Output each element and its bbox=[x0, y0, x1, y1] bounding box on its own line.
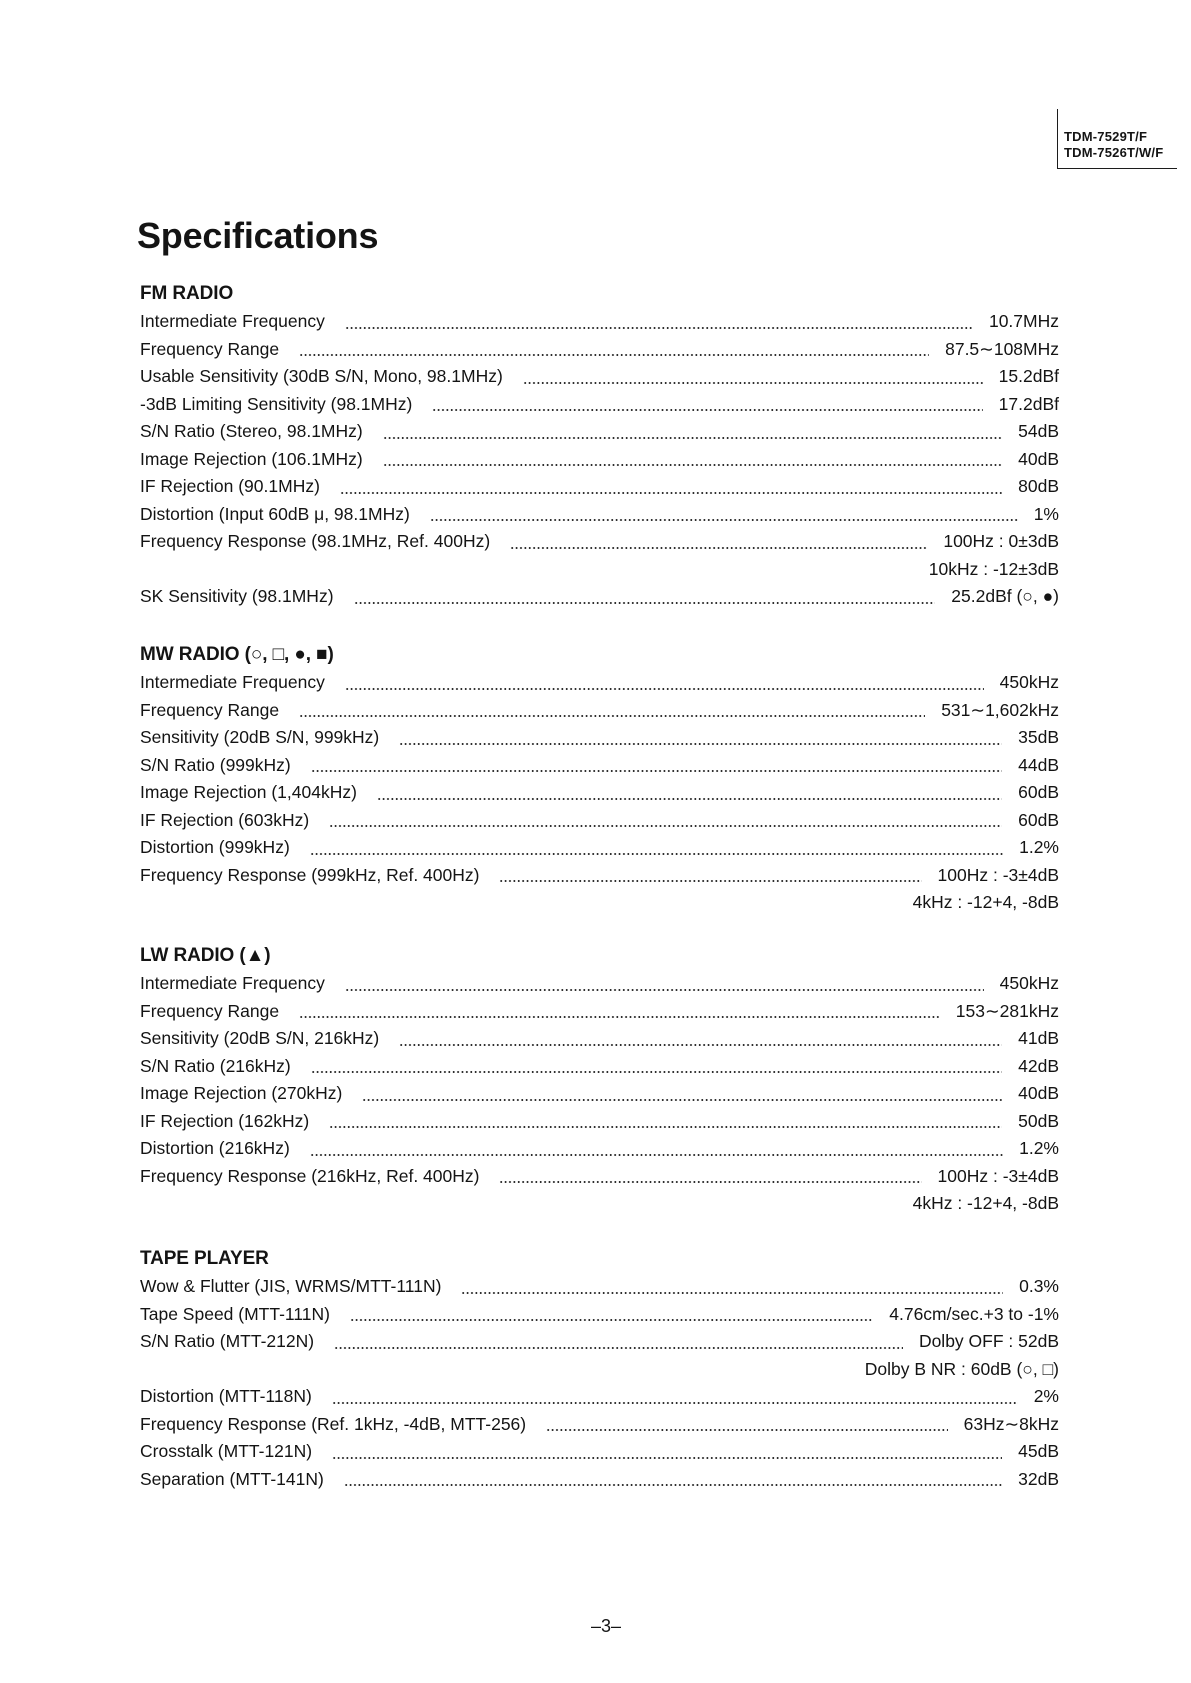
spec-row bbox=[140, 1383, 1059, 1411]
spec-row bbox=[140, 834, 1059, 862]
spec-label: Frequency Response (Ref. 1kHz, -4dB, MTT-256) bbox=[140, 1413, 527, 1434]
spec-label: Frequency Response (216kHz, Ref. 400Hz) bbox=[140, 1165, 480, 1186]
spec-value: 42dB bbox=[1018, 1055, 1059, 1076]
spec-label: Image Rejection (1,404kHz) bbox=[140, 782, 357, 802]
section-heading: MW RADIO (○, □, ●, ■) bbox=[140, 644, 334, 665]
spec-label: Frequency Range bbox=[140, 338, 280, 359]
dot-leader bbox=[499, 880, 921, 882]
spec-label: Intermediate Frequency bbox=[140, 311, 325, 331]
section-tape-player bbox=[140, 1245, 1059, 1493]
section-heading: LW RADIO (▲) bbox=[140, 945, 271, 966]
spec-label: Intermediate Frequency bbox=[140, 973, 325, 993]
spec-row-continuation bbox=[140, 889, 1059, 917]
spec-row bbox=[140, 779, 1059, 807]
spec-value: 40dB bbox=[1018, 1083, 1059, 1103]
spec-value: 60dB bbox=[1018, 782, 1059, 802]
dot-leader bbox=[329, 825, 1002, 827]
section-mw-radio bbox=[140, 641, 1059, 917]
spec-row bbox=[140, 1438, 1059, 1466]
dot-leader bbox=[299, 715, 925, 717]
dot-leader bbox=[499, 1181, 921, 1183]
spec-value: 50dB bbox=[1018, 1110, 1059, 1131]
spec-value: 450kHz bbox=[999, 973, 1059, 993]
spec-row bbox=[140, 862, 1059, 890]
dot-leader bbox=[510, 547, 927, 549]
spec-label: Distortion (Input 60dB μ, 98.1MHz) bbox=[140, 503, 410, 524]
spec-label: Distortion (999kHz) bbox=[140, 837, 290, 857]
dot-leader bbox=[345, 989, 984, 991]
spec-row bbox=[140, 1053, 1059, 1081]
spec-row-continuation bbox=[140, 556, 1059, 584]
page-title: Specifications bbox=[137, 215, 379, 256]
spec-row bbox=[140, 363, 1059, 391]
spec-row bbox=[140, 1163, 1059, 1191]
spec-value: 32dB bbox=[1018, 1468, 1059, 1489]
section-lw-radio bbox=[140, 942, 1059, 1218]
spec-label: -3dB Limiting Sensitivity (98.1MHz) bbox=[140, 393, 413, 414]
spec-row bbox=[140, 308, 1059, 336]
spec-value: 25.2dBf (○, ●) bbox=[951, 586, 1059, 606]
dot-leader bbox=[383, 437, 1002, 439]
spec-label: IF Rejection (162kHz) bbox=[140, 1110, 310, 1131]
spec-label: Crosstalk (MTT-121N) bbox=[140, 1441, 313, 1461]
spec-row-continuation bbox=[140, 1190, 1059, 1218]
dot-leader bbox=[432, 409, 982, 411]
dot-leader bbox=[383, 464, 1002, 466]
spec-row bbox=[140, 418, 1059, 446]
spec-value: 35dB bbox=[1018, 727, 1059, 747]
spec-label: Wow & Flutter (JIS, WRMS/MTT-111N) bbox=[140, 1276, 442, 1296]
spec-label: Image Rejection (270kHz) bbox=[140, 1083, 343, 1103]
dot-leader bbox=[350, 1319, 873, 1321]
spec-row bbox=[140, 970, 1059, 998]
dot-leader bbox=[354, 602, 936, 604]
spec-row bbox=[140, 336, 1059, 364]
spec-row bbox=[140, 1466, 1059, 1494]
spec-label: S/N Ratio (999kHz) bbox=[140, 754, 291, 775]
spec-value: 1.2% bbox=[1019, 837, 1059, 857]
dot-leader bbox=[546, 1429, 947, 1431]
spec-label: Image Rejection (106.1MHz) bbox=[140, 448, 363, 469]
dot-leader bbox=[461, 1292, 1003, 1294]
spec-row bbox=[140, 391, 1059, 419]
spec-value: 0.3% bbox=[1019, 1276, 1059, 1296]
spec-row bbox=[140, 446, 1059, 474]
spec-label: S/N Ratio (MTT-212N) bbox=[140, 1331, 315, 1351]
spec-row bbox=[140, 807, 1059, 835]
spec-value: 531∼1,602kHz bbox=[941, 699, 1059, 720]
dot-leader bbox=[377, 798, 1002, 800]
spec-label: SK Sensitivity (98.1MHz) bbox=[140, 586, 334, 606]
spec-label: S/N Ratio (216kHz) bbox=[140, 1055, 291, 1076]
spec-row bbox=[140, 528, 1059, 556]
spec-value: 1% bbox=[1033, 503, 1059, 524]
dot-leader bbox=[362, 1099, 1002, 1101]
model-number: TDM-7526T/W/F bbox=[1064, 145, 1164, 160]
dot-leader bbox=[332, 1457, 1002, 1459]
spec-label: Intermediate Frequency bbox=[140, 672, 325, 692]
spec-value: 80dB bbox=[1018, 476, 1059, 496]
dot-leader bbox=[345, 327, 973, 329]
dot-leader bbox=[340, 492, 1002, 494]
spec-row-continuation bbox=[140, 1356, 1059, 1384]
spec-label: IF Rejection (603kHz) bbox=[140, 809, 310, 830]
spec-row bbox=[140, 1411, 1059, 1439]
spec-row bbox=[140, 473, 1059, 501]
spec-label: S/N Ratio (Stereo, 98.1MHz) bbox=[140, 421, 363, 441]
spec-row bbox=[140, 724, 1059, 752]
dot-leader bbox=[332, 1402, 1018, 1404]
spec-value: 100Hz : -3±4dB bbox=[937, 1165, 1059, 1186]
spec-value: 40dB bbox=[1018, 448, 1059, 469]
section-heading: FM RADIO bbox=[140, 283, 234, 304]
dot-leader bbox=[399, 743, 1002, 745]
spec-value: 450kHz bbox=[999, 672, 1059, 692]
dot-leader bbox=[344, 1484, 1002, 1486]
dot-leader bbox=[310, 1154, 1003, 1156]
spec-value: 63Hz∼8kHz bbox=[963, 1413, 1059, 1434]
spec-row bbox=[140, 1273, 1059, 1301]
spec-row bbox=[140, 1025, 1059, 1053]
spec-row bbox=[140, 1108, 1059, 1136]
spec-value: 10.7MHz bbox=[988, 311, 1059, 331]
spec-value: 4kHz : -12+4, -8dB bbox=[912, 892, 1059, 912]
spec-row bbox=[140, 1135, 1059, 1163]
dot-leader bbox=[299, 1016, 940, 1018]
spec-value: 100Hz : -3±4dB bbox=[937, 864, 1059, 885]
spec-row bbox=[140, 752, 1059, 780]
section-heading: TAPE PLAYER bbox=[140, 1248, 269, 1269]
spec-label: Usable Sensitivity (30dB S/N, Mono, 98.1MHz) bbox=[140, 366, 503, 386]
spec-label: IF Rejection (90.1MHz) bbox=[140, 476, 320, 496]
spec-value: 100Hz : 0±3dB bbox=[943, 531, 1059, 551]
dot-leader bbox=[311, 1071, 1002, 1073]
spec-label: Frequency Range bbox=[140, 699, 280, 720]
spec-label: Frequency Range bbox=[140, 1000, 280, 1021]
dot-leader bbox=[310, 853, 1003, 855]
spec-label: Distortion (MTT-118N) bbox=[140, 1386, 312, 1406]
spec-value: 87.5∼108MHz bbox=[945, 338, 1059, 359]
spec-label: Frequency Response (999kHz, Ref. 400Hz) bbox=[140, 864, 480, 885]
spec-value: 4.76cm/sec.+3 to -1% bbox=[889, 1303, 1059, 1324]
spec-label: Distortion (216kHz) bbox=[140, 1138, 290, 1158]
spec-value: 153∼281kHz bbox=[955, 1000, 1059, 1021]
spec-row bbox=[140, 1301, 1059, 1329]
spec-value: 4kHz : -12+4, -8dB bbox=[912, 1193, 1059, 1213]
spec-row bbox=[140, 669, 1059, 697]
spec-label: Sensitivity (20dB S/N, 999kHz) bbox=[140, 727, 380, 747]
spec-value: 2% bbox=[1033, 1386, 1059, 1406]
spec-label: Frequency Response (98.1MHz, Ref. 400Hz) bbox=[140, 531, 491, 551]
spec-row bbox=[140, 1328, 1059, 1356]
spec-label: Tape Speed (MTT-111N) bbox=[140, 1303, 330, 1324]
spec-label: Sensitivity (20dB S/N, 216kHz) bbox=[140, 1028, 380, 1048]
model-number: TDM-7529T/F bbox=[1064, 129, 1148, 144]
spec-value: Dolby OFF : 52dB bbox=[918, 1331, 1059, 1351]
dot-leader bbox=[345, 688, 984, 690]
spec-value: 10kHz : -12±3dB bbox=[928, 558, 1059, 579]
spec-value: 45dB bbox=[1018, 1441, 1059, 1461]
spec-value: 44dB bbox=[1018, 754, 1059, 775]
dot-leader bbox=[334, 1347, 903, 1349]
dot-leader bbox=[329, 1126, 1002, 1128]
dot-leader bbox=[299, 354, 929, 356]
spec-row bbox=[140, 501, 1059, 529]
dot-leader bbox=[399, 1044, 1002, 1046]
spec-row bbox=[140, 998, 1059, 1026]
spec-row bbox=[140, 583, 1059, 611]
spec-value: 54dB bbox=[1018, 421, 1059, 441]
spec-row bbox=[140, 1080, 1059, 1108]
dot-leader bbox=[430, 519, 1018, 521]
spec-value: 60dB bbox=[1018, 809, 1059, 830]
spec-value: 15.2dBf bbox=[998, 366, 1059, 386]
page-number: –3– bbox=[590, 1616, 622, 1636]
spec-value: Dolby B NR : 60dB (○, □) bbox=[864, 1358, 1059, 1379]
dot-leader bbox=[311, 770, 1002, 772]
spec-value: 41dB bbox=[1018, 1028, 1059, 1048]
spec-row bbox=[140, 697, 1059, 725]
spec-sections bbox=[140, 280, 1059, 1493]
section-fm-radio bbox=[140, 280, 1059, 611]
spec-value: 17.2dBf bbox=[998, 393, 1059, 414]
dot-leader bbox=[523, 382, 983, 384]
spec-label: Separation (MTT-141N) bbox=[140, 1468, 324, 1489]
spec-value: 1.2% bbox=[1019, 1138, 1059, 1158]
model-number-box bbox=[1057, 109, 1177, 169]
